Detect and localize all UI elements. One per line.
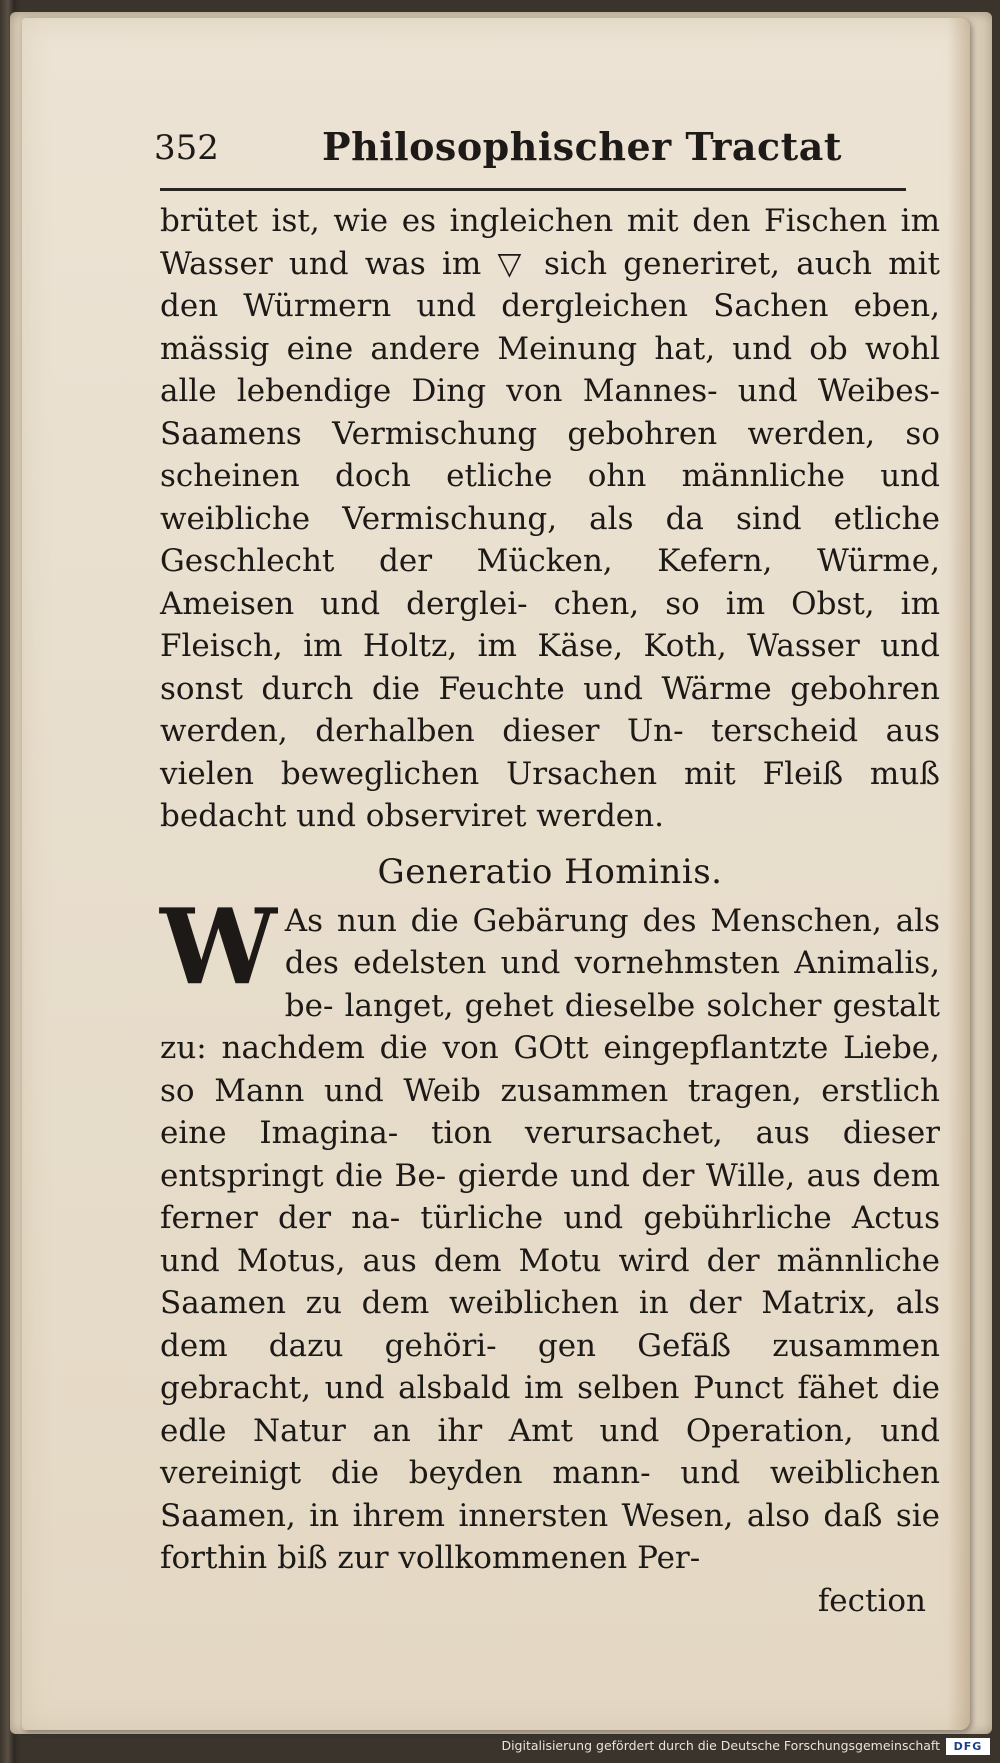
paragraph-1: brütet ist, wie es ingleichen mit den Fischen im Wasser und was im ▽ sich generiret, auch mit den Würmern und dergleichen Sachen eben, mässig eine andere Meinung hat, und ob wohl alle lebendige Ding von Mannes- und Weibes- Saamens Vermischung gebohren werden, so scheinen doch etliche ohn männliche und weibliche Vermischung, als da sind etliche Geschlecht der Mücken, Kefern, Würme, Ameisen und derglei- chen, so im Obst, im Fleisch, im Holtz, im Käse, Koth, Wasser und sonst durch die Feuchte und Wärme gebohren werden, derhalben dieser Un- terscheid aus vielen beweglichen Ursachen mit Fleiß muß bedacht und observiret werden. — [160, 203, 940, 834]
text-block — [160, 200, 940, 1622]
paragraph-2: As nun die Gebärung des Menschen, als des edelsten und vornehmsten Animalis, be- langet, gehet dieselbe solcher gestalt zu: nachdem die von GOtt eingepflantzte Liebe, so Mann und Weib zusammen tragen, erstlich eine Imagina- tion verursachet, aus dieser entspringt die Be- gierde und der Wille, aus dem ferner der na- türliche und gebührliche Actus und Motus, aus dem Motu wird der männliche Saamen zu dem weiblichen in der Matrix, als dem dazu gehöri- gen Gefäß zusammen gebracht, und alsbald im selben Punct fähet die edle Natur an ihr Amt und Operation, und vereinigt die beyden mann- und weiblichen Saamen, in ihrem innersten Wesen, also daß sie forthin biß zur vollkommenen Per- — [160, 902, 940, 1576]
digitization-credit: Digitalisierung gefördert durch die Deutsche Forschungsgemeinschaft — [501, 1738, 940, 1753]
dfg-logo: DFG — [946, 1738, 990, 1755]
running-head — [136, 118, 906, 174]
page-number: 352 — [154, 128, 219, 168]
section-heading: Generatio Hominis. — [377, 851, 723, 892]
drop-cap-initial: W — [160, 884, 277, 1008]
paragraph-2-container — [160, 884, 940, 1580]
catchword: fection — [817, 1582, 926, 1619]
header-rule — [160, 188, 906, 191]
page-edge — [948, 18, 970, 1730]
running-title: Philosophischer Tractat — [322, 124, 842, 169]
